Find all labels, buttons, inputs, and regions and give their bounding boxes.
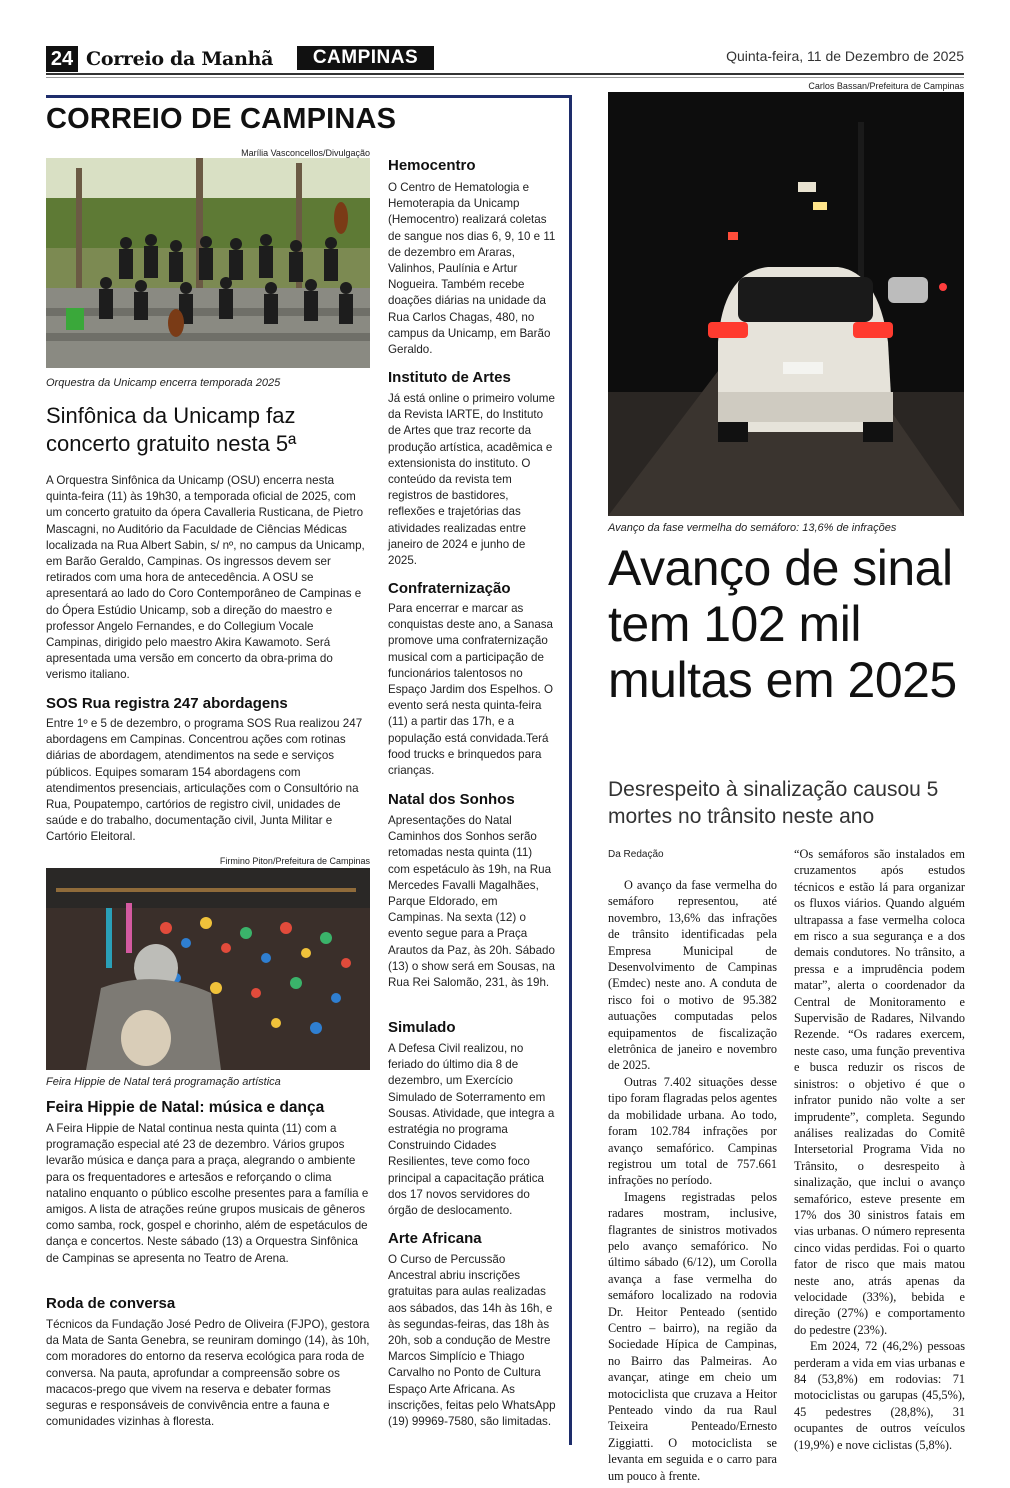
photo1-credit: Marília Vasconcellos/Divulgação [241, 148, 370, 158]
arte-africana-body: O Curso de Percussão Ancestral abriu inscrições gratuitas para aulas realizadas aos sábados, das 14h às 16h, e às segundas-feiras, das 18h às 20h, sob a condução de Mestre Marcos Simplício e Thiago Carvalho no Ponto de Cultura Espaço Arte Africana. As inscrições, feitas pelo WhatsApp (19) 99969-7580, são limitadas. [388, 1253, 556, 1429]
box-top-border [46, 95, 572, 98]
orchestra-body: A Orquestra Sinfônica da Unicamp (OSU) encerra nesta quinta-feira (11) às 19h30, a temporada oficial de 2025, com um concerto gratuito da ópera Cavalleria Rusticana, de Pietro Mascagni, no Auditório da Faculdade de Ciências Médicas localizada na Rua Albert Sabin, s/ nº, no campus da Unicamp, em Barão Geraldo, Campinas. Os ingressos devem ser retirados com uma hora de antecedência. A OSU se apresentará ao lado do Coro Contemporâneo de Campinas e do Ópera Estúdio Unicamp, sob a direção do maestro e professor Angelo Fernandes, e do Collegium Vocale Campinas, dirigido pelo maestro Akira Kawamoto. Será apresentada uma versão em concerto da obra-prima do verismo italiano. [46, 474, 365, 682]
instituto-body: Já está online o primeiro volume da Revista IARTE, do Instituto de Artes que traz recorte da produção artística, acadêmica e extensionista do instituto. O conteúdo da revista tem registros de bastidores, reflexões e trajetórias das atividades realizadas entre janeiro de 2024 e junho de 2025. [388, 392, 555, 568]
orchestra-photo [46, 158, 370, 368]
orchestra-headline: Sinfônica da Unicamp faz concerto gratuito nesta 5ª [46, 403, 297, 456]
section-label: CAMPINAS [297, 46, 434, 70]
simulado-body: A Defesa Civil realizou, no feriado do último dia 8 de dezembro, um Exercício Simulado de Soterramento em Sousas. Atividade, que integra a estratégia no programa Construindo Cidades Resilientes, teve como foco principal a capacitação prática dos 17 novos servidores do órgão de deslocamento. [388, 1042, 555, 1218]
box-right-border [569, 95, 572, 1445]
instituto-title: Instituto de Artes [388, 369, 511, 386]
main-paragraph-2: Outras 7.402 situações desse tipo foram flagradas pelos agentes da mobilidade urbana. Ao todo, foram 102.784 infrações por avanço semafórico. Campinas registrou um total de 757.661 infrações no período. [608, 1074, 777, 1188]
newspaper-brand: Correio da Manhã [86, 48, 274, 70]
sos-title: SOS Rua registra 247 abordagens [46, 695, 288, 712]
feira-body: A Feira Hippie de Natal continua nesta quinta (11) com a programação especial até 23 de dezembro. Vários grupos levarão música e dança para a praça, alegrando o ambiente para os frequentadores e artesãos e reforçando o clima natalino enquanto o público escolhe presentes para a família e amigos. A lista de atrações reúne grupos musicais de gêneros como samba, rock, gospel e chorinho, além de espetáculos de dança e concertos. Neste sábado (13) a Orquestra Sinfônica de Campinas se apresenta no Teatro de Arena. [46, 1122, 369, 1265]
main-paragraph-3: Imagens registradas pelos radares mostram, inclusive, flagrantes de sinistros motivados pelo avanço semafórico. No último sábado (6/12), um Corolla avança a fase vermelha do semáforo localizado na rodovia Dr. Heitor Penteado (sentido Centro – bairro), na região da Sociedade Hípica de Campinas, no Bairro das Palmeiras. Ao avançar, atinge em cheio um motociclista que cruzava a Heitor Penteado vindo da rua Raul Teixeira Penteado/Ernesto Ziggiatti. O motociclista se levanta em seguida e o carro para um pouco à frente. [608, 1189, 777, 1483]
box-title: CORREIO DE CAMPINAS [46, 103, 397, 135]
arte-africana-title: Arte Africana [388, 1230, 482, 1247]
header-rule [46, 73, 964, 75]
main-paragraph-1: O avanço da fase vermelha do semáforo representou, até novembro, 13,6% das infrações de trânsito identificadas pela Empresa Municipal de Desenvolvimento de Campinas (Emdec) neste ano. A conduta de risco foi o motivo de 95.382 autuações computadas pelos equipamentos de fiscalização eletrônica de janeiro e novembro de 2025. [608, 878, 777, 1073]
photo1-caption: Orquestra da Unicamp encerra temporada 2025 [46, 377, 281, 389]
main-left-column [608, 877, 777, 1484]
main-paragraph-5: Em 2024, 72 (46,2%) pessoas perderam a vida em vias urbanas e 84 (53,8%) em rodovias: 71 motociclistas ou garupas (45,5%), 45 pedestres (28,8%), 31 ocupantes de outros veículos (19,9%) e nove ciclistas (5,8%). [794, 1339, 965, 1452]
fair-photo [46, 868, 370, 1070]
sos-body: Entre 1º e 5 de dezembro, o programa SOS Rua realizou 247 abordagens em Campinas. Concentrou ações com rotinas diárias de abordagem, atendimentos na sede e serviços públicos. Equipes somaram 154 abordagens com atendimentos presenciais, articulações com o Consultório na Rua, Poupatempo, cartórios de registro civil, unidades de saúde e do trabalho, documentação civil, Junta Militar e Cartório Eleitoral. [46, 717, 363, 844]
hemocentro-body: O Centro de Hematologia e Hemoterapia da Unicamp (Hemocentro) realizará coletas de sangue nos dias 6, 9, 10 e 11 de dezembro em Araras, Valinhos, Paulínia e Artur Nogueira. Também recebe doações diárias na unidade da Rua Carlos Chagas, 480, no campus da Unicamp, em Barão Geraldo. [388, 181, 556, 357]
main-headline: Avanço de sinal tem 102 mil multas em 2025 [608, 540, 957, 708]
main-photo-credit: Carlos Bassan/Prefeitura de Campinas [808, 81, 964, 91]
main-photo-caption: Avanço da fase vermelha do semáforo: 13,6% de infrações [608, 522, 897, 534]
main-deck: Desrespeito à sinalização causou 5 mortes no trânsito neste ano [608, 778, 939, 828]
traffic-photo [608, 92, 964, 516]
confraternizacao-body: Para encerrar e marcar as conquistas deste ano, a Sanasa promove uma confraternização musical com a participação de funcionários talentosos no Espaço Jardim dos Espelhos. O evento será nesta quinta-feira (11) a partir das 17h, e a população está convidada.Terá food trucks e brinquedos para crianças. [388, 602, 554, 778]
photo2-credit: Firmino Piton/Prefeitura de Campinas [219, 856, 370, 866]
photo2-caption: Feira Hippie de Natal terá programação artística [46, 1076, 281, 1088]
confraternizacao-title: Confraternização [388, 580, 511, 597]
hemocentro-title: Hemocentro [388, 157, 476, 174]
byline: Da Redação [608, 849, 664, 860]
feira-title: Feira Hippie de Natal: música e dança [46, 1099, 325, 1116]
roda-body: Técnicos da Fundação José Pedro de Oliveira (FJPO), gestora da Mata de Santa Genebra, se reuniram domingo (14), às 10h, com moradores do entorno da reserva ecológica para roda de conversa. Na pauta, aprofundar a compreensão sobre os macacos-prego que vivem na reserva e debater formas seguras e responsáveis de convivência entre a fauna e comunidades vizinhas à floresta. [46, 1318, 370, 1429]
main-right-column [794, 846, 965, 1453]
natal-title: Natal dos Sonhos [388, 791, 515, 808]
header-rule-thin [46, 77, 964, 78]
roda-title: Roda de conversa [46, 1295, 176, 1312]
natal-body: Apresentações do Natal Caminhos dos Sonhos serão retomadas nesta quinta (11) com espetáculo às 19h, na Rua Mercedes Favalli Magalhães, Parque Eldorado, em Campinas. Na sexta (12) o evento segue para a Praça Arautos da Paz, às 20h. Sábado (13) o show será em Sousas, na Rua Rei Salomão, 231, às 19h. [388, 814, 555, 990]
page-number: 24 [46, 46, 78, 72]
main-paragraph-4: “Os semáforos são instalados em cruzamentos após estudos técnicos e estão lá para organizar os fluxos viários. Quando alguém ultrapassa a fase vermelha coloca em risco a sua segurança e a dos demais condutores. No trânsito, a pressa e a imprudência podem matar”, alerta o coordenador da Central de Monitoramento e Supervisão de Radares, Nilvando Rezende. “Os radares exercem, neste caso, uma função preventiva e busca reduzir os riscos de sinistros: o objetivo é que o infrator punido não volte a ser imprudente”, completa. Segundo análises realizadas do Comitê Intersetorial Programa Vida no Trânsito, o desrespeito à sinalização, que inclui o avanço semafórico, esteve presente em 17% dos 30 sinistros fatais em vias urbanas. O número representa cinco vidas perdidas. Foi o quarto fator de risco que mais matou neste ano, atrás apenas da velocidade (33%), bebida e direção (27%) e comportamento do pedestre (23%). [794, 847, 965, 1337]
issue-date: Quinta-feira, 11 de Dezembro de 2025 [726, 48, 964, 64]
simulado-title: Simulado [388, 1019, 456, 1036]
